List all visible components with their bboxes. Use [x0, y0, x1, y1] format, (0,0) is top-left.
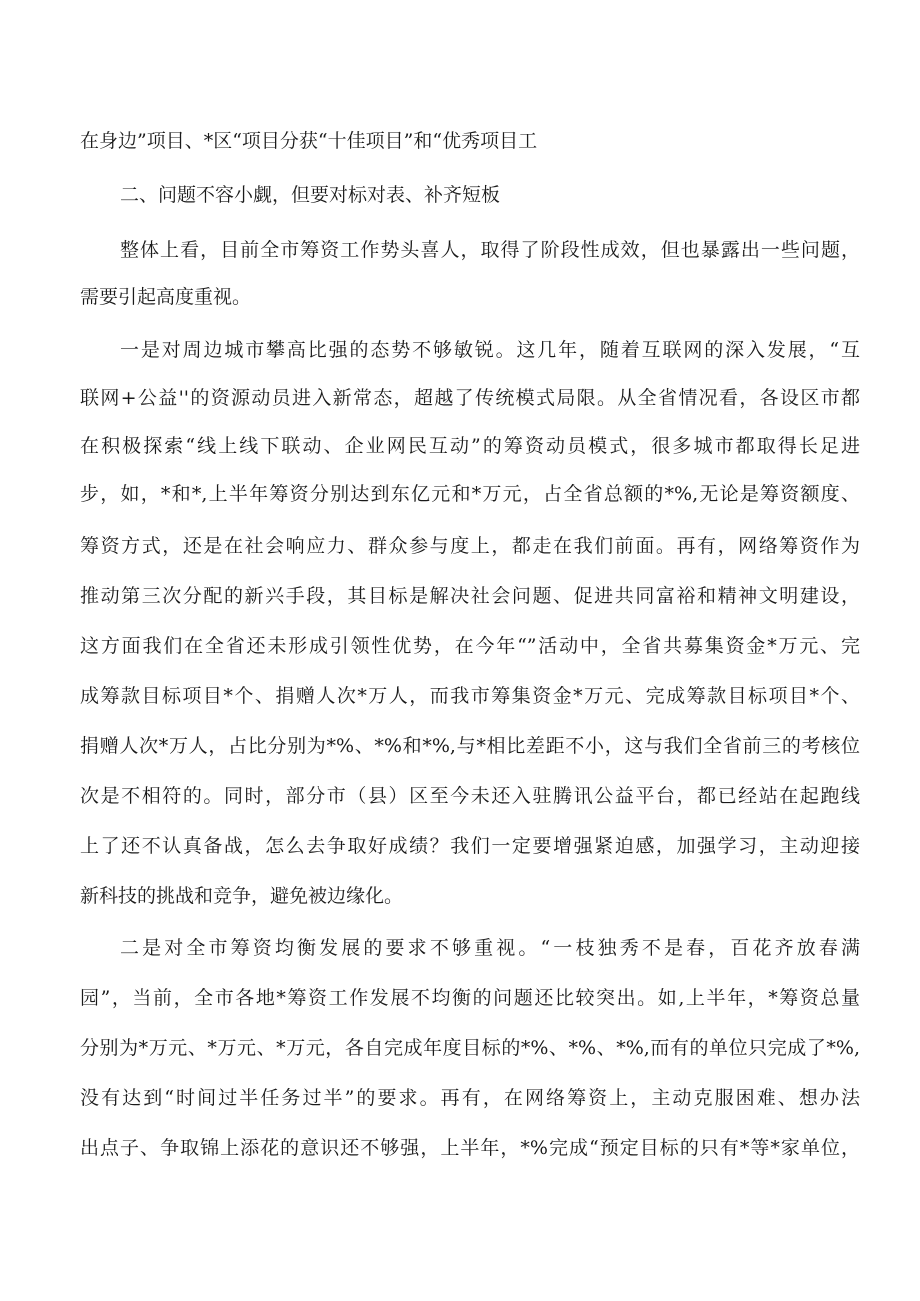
paragraph-line: 成筹款目标项目*个、捐赠人次*万人，而我市筹集资金*万元、完成筹款目标项目*个、 [80, 685, 860, 707]
paragraph-line: 这方面我们在全省还未形成引领性优势，在今年“”活动中，全省共募集资金*万元、完 [80, 635, 860, 657]
paragraph-line: 一是对周边城市攀高比强的态势不够敏锐。这几年，随着互联网的深入发展，“互 [120, 339, 860, 361]
paragraph-line: 需要引起高度重视。 [80, 286, 252, 308]
paragraph-line: 筹资方式，还是在社会响应力、群众参与度上，都走在我们前面。再有，网络筹资作为 [80, 535, 860, 557]
paragraph-line: 园”，当前，全市各地*筹资工作发展不均衡的问题还比较突出。如,上半年，*筹资总量 [80, 987, 860, 1009]
paragraph-line: 出点子、争取锦上添花的意识还不够强，上半年，*%完成“预定目标的只有*等*家单位， [80, 1137, 860, 1159]
paragraph-line: 联网+公益''的资源动员进入新常态，超越了传统模式局限。从全省情况看，各设区市都 [80, 387, 860, 409]
paragraph-line: 新科技的挑战和竞争，避免被边缘化。 [80, 885, 404, 907]
paragraph-line: 捐赠人次*万人，占比分别为*%、*%和*%,与*相比差距不小，这与我们全省前三的考核位 [80, 735, 860, 757]
paragraph-line: 分别为*万元、*万元、*万元，各自完成年度目标的*%、*%、*%,而有的单位只完成了*%, [80, 1037, 860, 1059]
paragraph-line: 没有达到“时间过半任务过半”的要求。再有，在网络筹资上，主动克服困难、想办法 [80, 1087, 860, 1109]
paragraph-line: 推动第三次分配的新兴手段，其目标是解决社会问题、促进共同富裕和精神文明建设， [80, 585, 860, 607]
paragraph-line: 整体上看，目前全市筹资工作势头喜人，取得了阶段性成效，但也暴露出一些问题， [120, 239, 860, 261]
paragraph-line: 在身边”项目、*区“项目分获“十佳项目”和“优秀项目工 [80, 130, 538, 152]
paragraph-line: 在积极探索“线上线下联动、企业网民互动”的筹资动员模式，很多城市都取得长足进 [80, 435, 860, 457]
paragraph-line: 步，如，*和*,上半年筹资分别达到东亿元和*万元，占全省总额的*%,无论是筹资额度、 [80, 483, 860, 505]
paragraph-line: 次是不相符的。同时，部分市（县）区至今未还入驻腾讯公益平台，都已经站在起跑线 [80, 785, 860, 807]
paragraph-line: 二是对全市筹资均衡发展的要求不够重视。“一枝独秀不是春，百花齐放春满 [120, 937, 860, 959]
paragraph-line: 上了还不认真备战，怎么去争取好成绩？我们一定要增强紧迫感，加强学习，主动迎接 [80, 835, 860, 857]
section-heading: 二、问题不容小觑，但要对标对表、补齐短板 [120, 184, 501, 206]
